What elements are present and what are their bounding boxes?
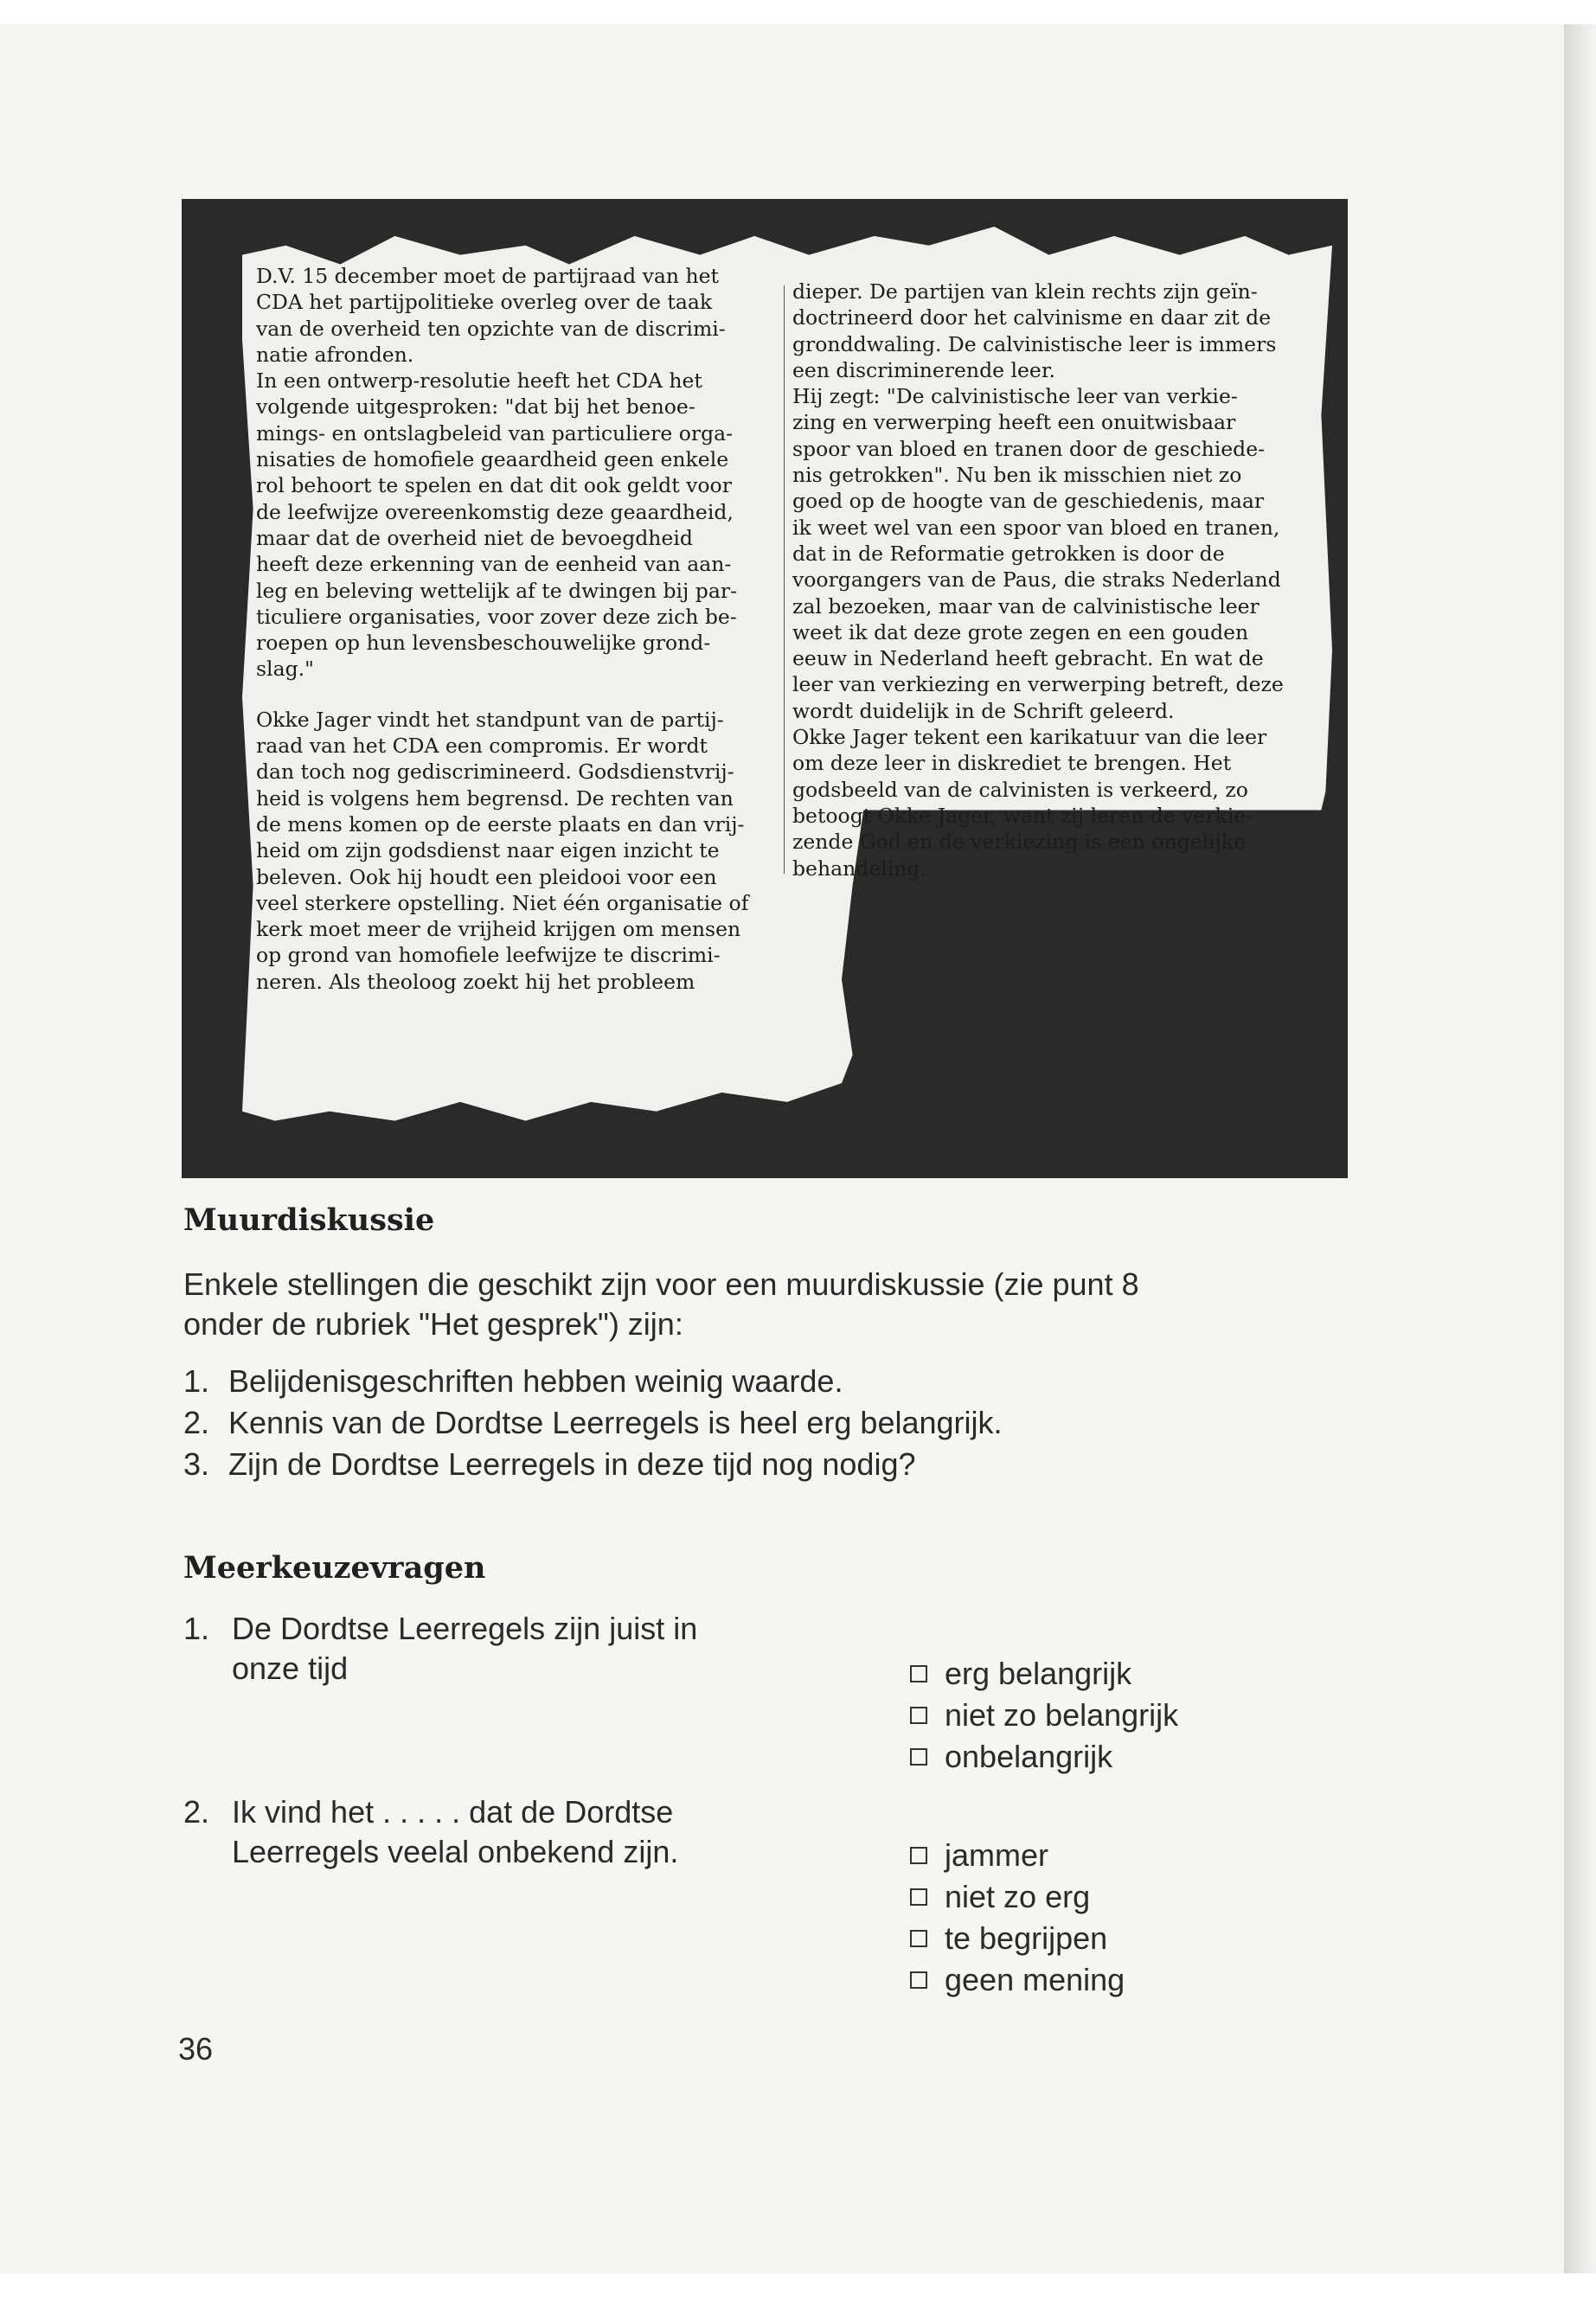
answer-option-label: onbelangrijk <box>945 1739 1113 1774</box>
page-gutter <box>1564 24 1596 2273</box>
checkbox-icon[interactable] <box>910 1930 927 1947</box>
meerkeuzevragen-heading: Meerkeuzevragen <box>183 1550 486 1586</box>
question-text: Ik vind het . . . . . dat de Dordtse Leerregels veelal onbekend zijn. <box>232 1794 679 1869</box>
clipping-column-right <box>792 279 1308 881</box>
checkbox-icon[interactable] <box>910 1888 927 1906</box>
answer-option-label: niet zo erg <box>945 1879 1091 1914</box>
answer-option-label: geen mening <box>945 1962 1125 1997</box>
answer-option-label: jammer <box>945 1837 1049 1873</box>
answer-option[interactable] <box>910 1879 1090 1915</box>
checkbox-icon[interactable] <box>910 1748 927 1766</box>
question-text: De Dordtse Leerregels zijn juist in onze tijd <box>232 1611 698 1686</box>
clipping-paragraph: Hij zegt: "De calvinistische leer van verkie- zing en verwerping heeft een onuitwisbaar spoor van bloed en tranen door de geschiede- nis getrokken". Nu ben ik misschien niet zo goed op de hoogte van de geschiedenis, maar ik weet wel van een spoor van bloed en tranen, dat in de Reformatie getrokken is door de voorgangers van de Paus, die straks Nederland zal bezoeken, maar van de calvinistische leer weet ik dat deze grote zegen en een gouden eeuw in Nederland heeft gebracht. En wat de leer van verkiezing en verwerping betreft, deze wordt duidelijk in de Schrift geleerd. <box>792 384 1284 723</box>
clipping-paragraph: dieper. De partijen van klein rechts zijn geïn- doctrineerd door het calvinisme en daar zit de gronddwaling. De calvinistische leer is immers een discriminerende leer. <box>792 279 1277 382</box>
checkbox-icon[interactable] <box>910 1971 927 1989</box>
question-number: 1. <box>183 1611 210 1646</box>
checkbox-icon[interactable] <box>910 1707 927 1724</box>
clipping-paragraph: Okke Jager vindt het standpunt van de partij- raad van het CDA een compromis. Er wordt dan toch nog gediscrimineerd. Godsdienstvrij- heid is volgens hem begrensd. De rechten van de mens komen op de eerste plaats en dan vrij- heid om zijn godsdienst naar eigen inzicht te beleven. Ook hij houdt een pleidooi voor een veel sterkere opstelling. Niet één organisatie of kerk moet meer de vrijheid krijgen om mensen op grond van homofiele leefwijze te discrimi- neren. Als theoloog zoekt hij het probleem <box>256 707 749 994</box>
statement-item <box>183 1363 843 1400</box>
answer-option[interactable] <box>910 1920 1107 1957</box>
answer-option-label: niet zo belangrijk <box>945 1697 1179 1733</box>
statement-number: 3. <box>183 1446 210 1482</box>
muurdiskussie-intro-line: onder de rubriek "Het gesprek") zijn: <box>183 1306 683 1342</box>
answer-option-label: erg belangrijk <box>945 1656 1132 1691</box>
checkbox-icon[interactable] <box>910 1847 927 1864</box>
clipping-paragraph: D.V. 15 december moet de partijraad van het CDA het partijpolitieke overleg over de taak van de overheid ten opzichte van de discrimi- natie afronden. <box>256 264 726 367</box>
answer-option[interactable] <box>910 1962 1125 1998</box>
muurdiskussie-heading: Muurdiskussie <box>183 1202 435 1238</box>
clipping-column-left <box>256 263 772 995</box>
answer-option[interactable] <box>910 1837 1048 1874</box>
statement-number: 2. <box>183 1405 210 1440</box>
clipping-paragraph: In een ontwerp-resolutie heeft het CDA het volgende uitgesproken: "dat bij het benoe- mings- en ontslagbeleid van particuliere orga- nisaties de homofiele geaardheid geen enkele rol behoort te spelen en dat dit ook geldt voor de leefwijze overeenkomstig deze geaardheid, maar dat de overheid niet de bevoegdheid heeft deze erkenning van de eenheid van aan- leg en beleving wettelijk af te dwingen bij par- ticuliere organisaties, voor zover deze zich be- roepen op hun levensbeschouwelijke grond- slag." <box>256 369 738 682</box>
checkbox-icon[interactable] <box>910 1665 927 1682</box>
statement-item <box>183 1446 916 1483</box>
answer-option[interactable] <box>910 1739 1112 1775</box>
clipping-paragraph: Okke Jager tekent een karikatuur van die leer om deze leer in diskrediet te brengen. Het godsbeeld van de calvinisten is verkeerd, zo betoogt Okke Jager, want zij leren de verkie- zende God en de verkiezing is een ongelijke behandeling. <box>792 725 1267 881</box>
page-number: 36 <box>178 2031 214 2067</box>
statement-item <box>183 1405 1003 1441</box>
statement-text: Zijn de Dordtse Leerregels in deze tijd nog nodig? <box>228 1446 916 1482</box>
answer-option-label: te begrijpen <box>945 1920 1108 1956</box>
column-divider <box>784 285 785 874</box>
statement-number: 1. <box>183 1363 210 1399</box>
statement-text: Kennis van de Dordtse Leerregels is heel erg belangrijk. <box>228 1405 1003 1440</box>
statement-text: Belijdenisgeschriften hebben weinig waarde. <box>228 1363 843 1399</box>
answer-option[interactable] <box>910 1656 1131 1692</box>
muurdiskussie-intro-line: Enkele stellingen die geschikt zijn voor een muurdiskussie (zie punt 8 <box>183 1266 1139 1302</box>
question-number: 2. <box>183 1794 210 1830</box>
answer-option[interactable] <box>910 1697 1178 1734</box>
